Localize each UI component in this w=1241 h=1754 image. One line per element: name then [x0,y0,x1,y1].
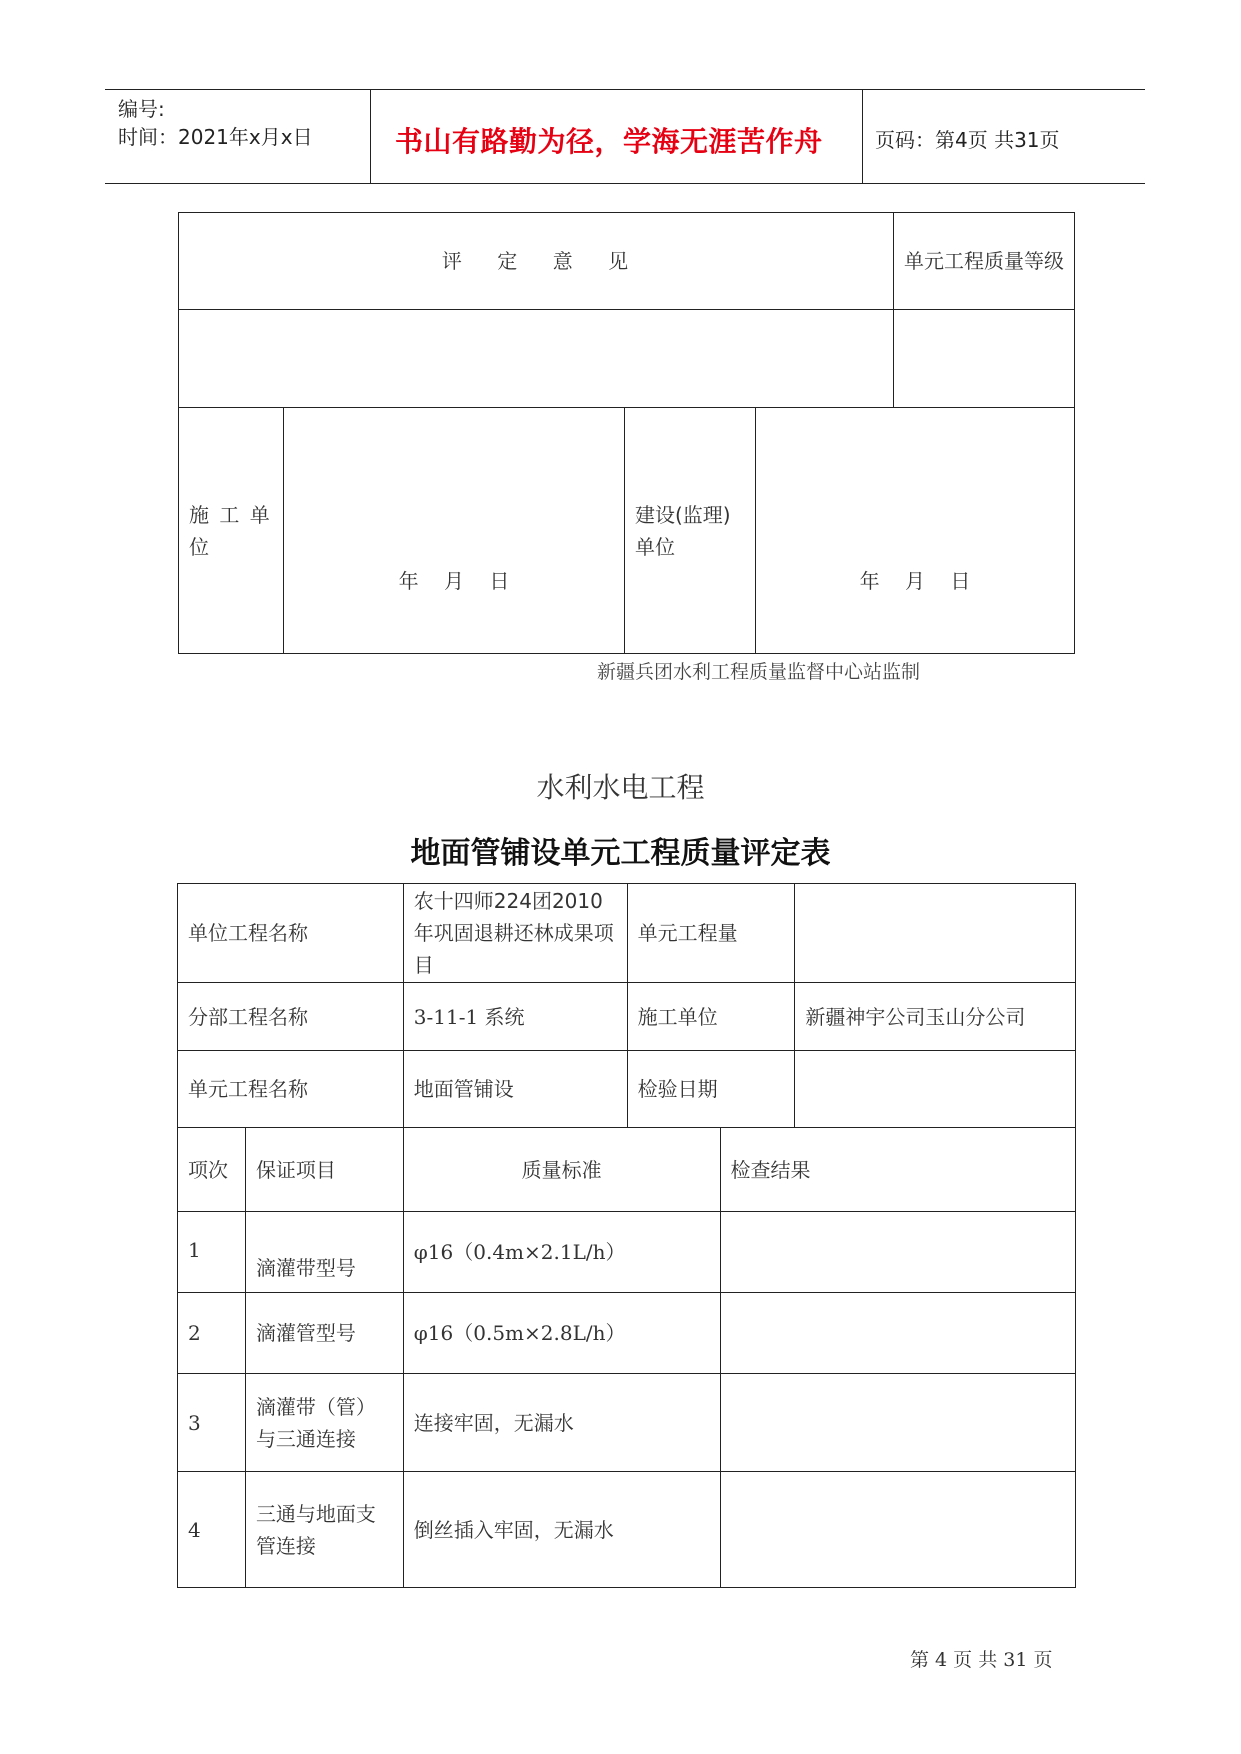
row-item: 滴灌带型号 [245,1212,403,1293]
row-no: 1 [178,1212,246,1293]
header-motto: 书山有路勤为径，学海无涯苦作舟 [395,125,823,158]
row-standard: φ16（0.4m×2.1L/h） [403,1212,720,1293]
col-result-header: 检查结果 [720,1128,1075,1212]
grade-header [894,213,1075,310]
row-item: 滴灌带（管）与三通连接 [245,1374,403,1472]
opinion-header-text: 评 定 意 见 [441,249,631,273]
row-item: 滴灌管型号 [245,1293,403,1374]
subtitle: 水利水电工程 [536,771,705,804]
element-quantity-label: 单元工程量 [627,884,795,983]
header-divider-left [370,89,371,184]
header-page-info: 页码：第4页 共31页 [875,128,1060,152]
col-index-header: 项次 [178,1128,246,1212]
col-item-header: 保证项目 [245,1128,403,1212]
contractor-label: 施工单位 [627,983,795,1051]
header-number: 编号: [118,97,165,121]
unit-project-label: 单位工程名称 [178,884,404,983]
row-standard: 连接牢固，无漏水 [403,1374,720,1472]
grade-header-text: 单元工程质量等级 [904,249,1064,273]
construction-unit-label [179,408,284,654]
table-row [178,1212,1076,1293]
division-value: 3-11-1 系统 [403,983,627,1051]
element-name-label: 单元工程名称 [178,1051,404,1128]
row-standard: φ16（0.5m×2.8L/h） [403,1293,720,1374]
page-title: 地面管铺设单元工程质量评定表 [410,836,831,871]
row-result [720,1472,1075,1588]
supervision-date: 年 月 日 [859,569,971,593]
construction-unit-text: 施 工 单 位 [189,502,272,559]
row-no: 2 [178,1293,246,1374]
element-quantity-value [795,884,1076,983]
inspection-date-value [795,1051,1076,1128]
contractor-value: 新疆神宇公司玉山分公司 [795,983,1076,1051]
table-row [178,1374,1076,1472]
opinion-content [179,310,894,408]
row-item: 三通与地面支管连接 [245,1472,403,1588]
construction-sign-cell [284,408,625,654]
table-row [178,1293,1076,1374]
grade-content [894,310,1075,408]
row-result [720,1293,1075,1374]
evaluation-table [178,212,1075,654]
header-top-rule [105,89,1145,90]
row-result [720,1374,1075,1472]
supervision-unit-label [625,408,756,654]
supervisor-note: 新疆兵团水利工程质量监督中心站监制 [597,661,921,683]
supervision-unit-text: 建设(监理)单位 [635,502,731,559]
header-divider-right [862,89,863,184]
inspection-date-label: 检验日期 [627,1051,795,1128]
construction-date: 年 月 日 [398,569,510,593]
row-standard: 倒丝插入牢固，无漏水 [403,1472,720,1588]
header-time: 时间：2021年x月x日 [118,125,313,149]
supervision-sign-cell [756,408,1075,654]
table-row [178,1472,1076,1588]
row-result [720,1212,1075,1293]
row-no: 3 [178,1374,246,1472]
opinion-header [179,213,894,310]
division-label: 分部工程名称 [178,983,404,1051]
element-name-value: 地面管铺设 [403,1051,627,1128]
row-no: 4 [178,1472,246,1588]
unit-project-value: 农十四师224团2010年巩固退耕还林成果项目 [403,884,627,983]
header-bottom-rule [105,183,1145,184]
assessment-table [177,883,1076,1588]
page-footer: 第 4 页 共 31 页 [910,1649,1053,1671]
col-standard-header: 质量标准 [403,1128,720,1212]
